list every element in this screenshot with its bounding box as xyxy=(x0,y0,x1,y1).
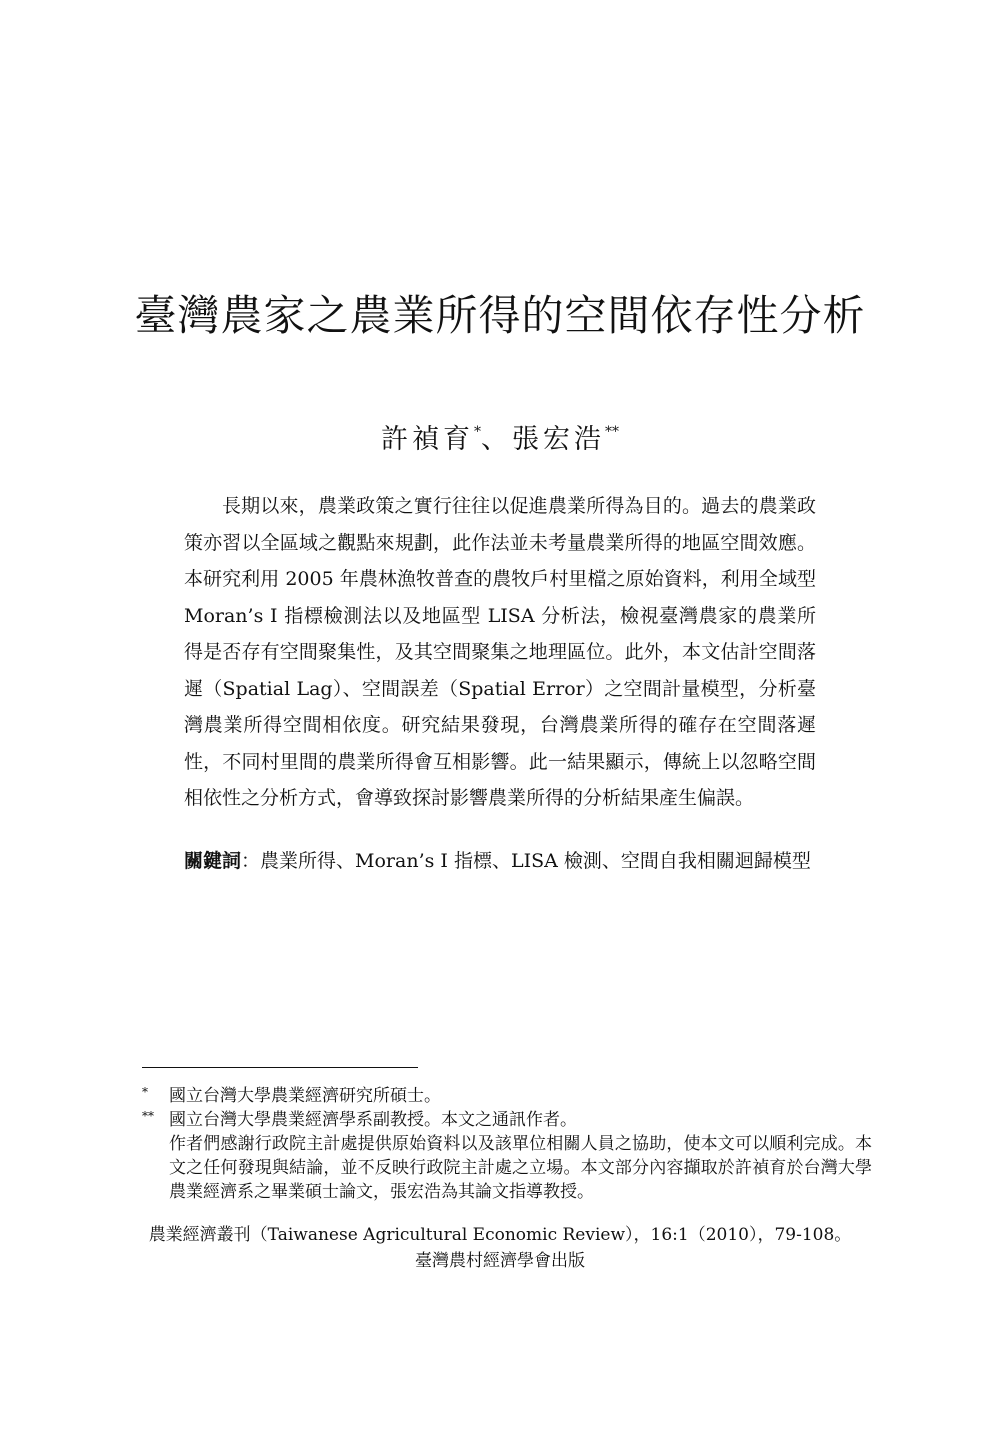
footnote-marker: ** xyxy=(142,1109,154,1123)
footnote-separator-rule xyxy=(142,1067,418,1068)
paper-title: 臺灣農家之農業所得的空間依存性分析 xyxy=(134,291,866,340)
author-line xyxy=(0,412,1000,460)
footnote-text: 國立台灣大學農業經濟學系副教授。本文之通訊作者。 xyxy=(169,1110,577,1130)
publisher-line: 臺灣農村經濟學會出版 xyxy=(415,1251,585,1271)
footnote-marker: ** xyxy=(605,424,619,440)
keywords-text: 農業所得、Moran’s I 指標、LISA 檢測、空間自我相關迴歸模型 xyxy=(260,850,811,872)
abstract-paragraph: 長期以來，農業政策之實行往往以促進農業所得為目的。過去的農業政策亦習以全區域之觀點來規劃，此作法並未考量農業所得的地區空間效應。本研究利用 2005 年農林漁牧普查的農牧戶村里檔之原始資料，利用全域型 Moran’s I 指標檢測法以及地區型 LISA 分析法，檢視臺灣農家的農業所得是否存有空間聚集性，及其空間聚集之地理區位。此外，本文估計空間落遲（Spatial Lag）、空間誤差（Spatial Error）之空間計量模型，分析臺灣農業所得空間相依度。研究結果發現，台灣農業所得的確存在空間落遲性，不同村里間的農業所得會互相影響。此一結果顯示，傳統上以忽略空間相依性之分析方式，會導致探討影響農業所得的分析結果產生偏誤。 xyxy=(184,495,816,809)
keywords-label: 關鍵詞 xyxy=(184,850,242,872)
author-separator: 、 xyxy=(481,424,512,455)
author-name: 張宏浩 xyxy=(512,424,605,455)
keywords-line xyxy=(184,843,824,879)
footnote-marker: * xyxy=(142,1085,148,1099)
footnote-marker: * xyxy=(474,424,481,440)
footnote xyxy=(142,1084,872,1108)
journal-citation: 農業經濟叢刊（Taiwanese Agricultural Economic Review），16:1（2010），79-108。 xyxy=(148,1225,852,1245)
footnote xyxy=(142,1108,872,1204)
publication-info xyxy=(0,1222,1000,1274)
acknowledgement-text: 作者們感謝行政院主計處提供原始資料以及該單位相關人員之協助，使本文可以順利完成。本文之任何發現與結論，並不反映行政院主計處之立場。本文部分內容擷取於許禎育於台灣大學農業經濟系之畢業碩士論文，張宏浩為其論文指導教授。 xyxy=(169,1134,872,1202)
footnote-text: 國立台灣大學農業經濟研究所碩士。 xyxy=(169,1086,441,1106)
keywords-colon: ： xyxy=(241,850,261,872)
author-name: 許禎育 xyxy=(381,424,474,455)
